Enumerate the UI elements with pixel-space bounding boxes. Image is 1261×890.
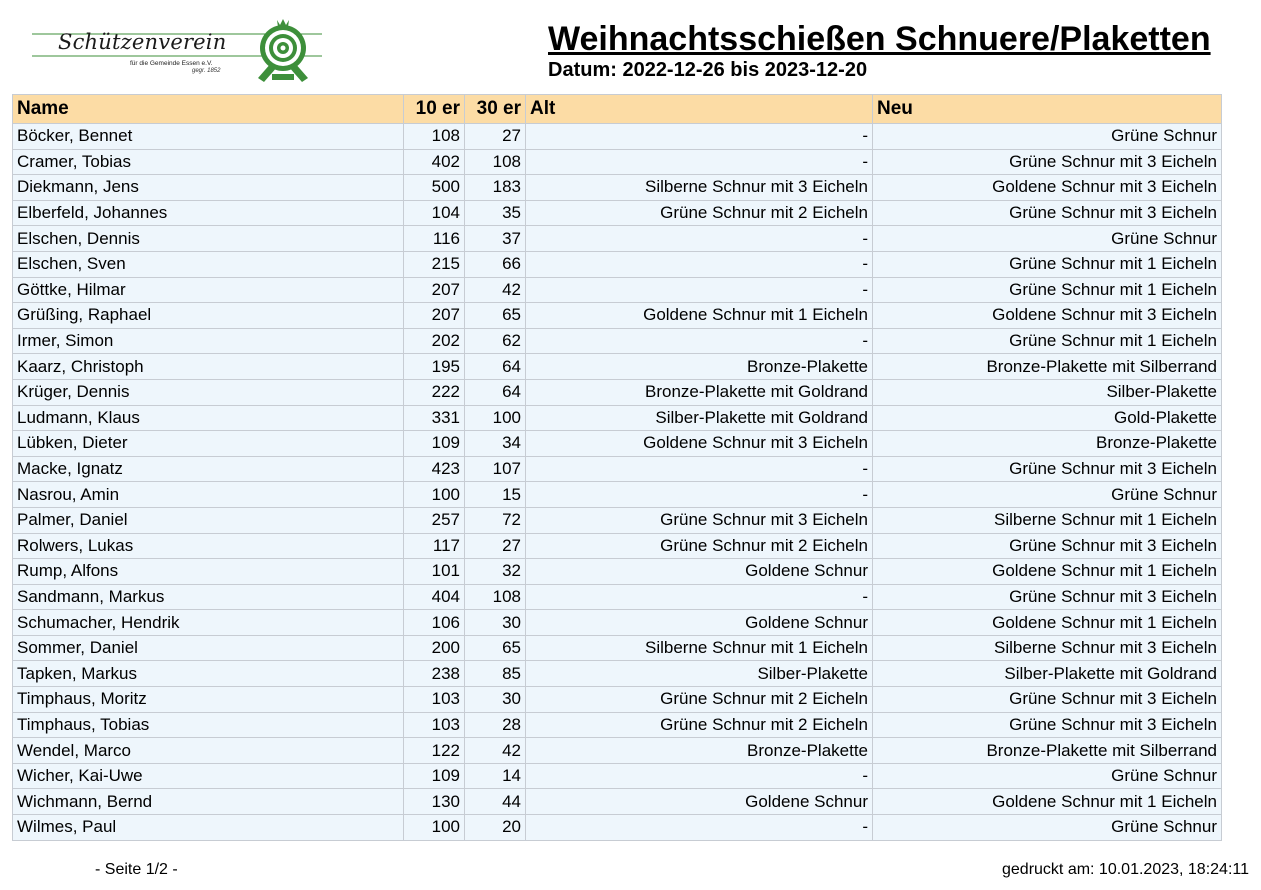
cell-30er: 15 bbox=[465, 482, 526, 508]
cell-10er: 215 bbox=[404, 251, 465, 277]
cell-10er: 117 bbox=[404, 533, 465, 559]
cell-name: Elberfeld, Johannes bbox=[13, 200, 404, 226]
table-row bbox=[13, 763, 1222, 789]
cell-neu: Grüne Schnur mit 1 Eicheln bbox=[873, 277, 1222, 303]
cell-30er: 108 bbox=[465, 584, 526, 610]
cell-name: Schumacher, Hendrik bbox=[13, 610, 404, 636]
cell-alt: Goldene Schnur bbox=[526, 610, 873, 636]
cell-name: Elschen, Sven bbox=[13, 251, 404, 277]
cell-name: Krüger, Dennis bbox=[13, 379, 404, 405]
cell-neu: Grüne Schnur mit 1 Eicheln bbox=[873, 251, 1222, 277]
cell-10er: 404 bbox=[404, 584, 465, 610]
cell-alt: Bronze-Plakette bbox=[526, 354, 873, 380]
cell-neu: Goldene Schnur mit 1 Eicheln bbox=[873, 610, 1222, 636]
cell-alt: Goldene Schnur mit 1 Eicheln bbox=[526, 303, 873, 329]
table-row bbox=[13, 251, 1222, 277]
table-header-row bbox=[13, 95, 1222, 124]
cell-name: Elschen, Dennis bbox=[13, 226, 404, 252]
cell-10er: 238 bbox=[404, 661, 465, 687]
cell-name: Macke, Ignatz bbox=[13, 456, 404, 482]
cell-10er: 122 bbox=[404, 738, 465, 764]
cell-alt: - bbox=[526, 584, 873, 610]
cell-30er: 20 bbox=[465, 815, 526, 841]
column-header-30er: 30 er bbox=[465, 95, 526, 124]
cell-alt: - bbox=[526, 815, 873, 841]
cell-alt: Goldene Schnur mit 3 Eicheln bbox=[526, 431, 873, 457]
cell-30er: 65 bbox=[465, 303, 526, 329]
cell-neu: Grüne Schnur mit 3 Eicheln bbox=[873, 456, 1222, 482]
cell-neu: Bronze-Plakette bbox=[873, 431, 1222, 457]
cell-30er: 64 bbox=[465, 379, 526, 405]
cell-10er: 200 bbox=[404, 635, 465, 661]
table-row bbox=[13, 635, 1222, 661]
cell-10er: 109 bbox=[404, 763, 465, 789]
table-row bbox=[13, 661, 1222, 687]
cell-10er: 106 bbox=[404, 610, 465, 636]
table-row bbox=[13, 584, 1222, 610]
cell-10er: 195 bbox=[404, 354, 465, 380]
cell-neu: Goldene Schnur mit 1 Eicheln bbox=[873, 559, 1222, 585]
cell-30er: 30 bbox=[465, 610, 526, 636]
cell-10er: 130 bbox=[404, 789, 465, 815]
cell-name: Irmer, Simon bbox=[13, 328, 404, 354]
cell-10er: 423 bbox=[404, 456, 465, 482]
cell-30er: 37 bbox=[465, 226, 526, 252]
cell-name: Böcker, Bennet bbox=[13, 124, 404, 150]
cell-neu: Grüne Schnur bbox=[873, 482, 1222, 508]
cell-name: Diekmann, Jens bbox=[13, 175, 404, 201]
cell-30er: 85 bbox=[465, 661, 526, 687]
cell-alt: Goldene Schnur bbox=[526, 559, 873, 585]
cell-alt: - bbox=[526, 456, 873, 482]
cell-alt: Grüne Schnur mit 2 Eicheln bbox=[526, 687, 873, 713]
cell-30er: 107 bbox=[465, 456, 526, 482]
cell-neu: Goldene Schnur mit 3 Eicheln bbox=[873, 303, 1222, 329]
cell-10er: 116 bbox=[404, 226, 465, 252]
cell-alt: - bbox=[526, 277, 873, 303]
table-row bbox=[13, 507, 1222, 533]
cell-10er: 101 bbox=[404, 559, 465, 585]
cell-neu: Bronze-Plakette mit Silberrand bbox=[873, 354, 1222, 380]
results-table bbox=[12, 94, 1222, 841]
table-row bbox=[13, 456, 1222, 482]
table-row bbox=[13, 277, 1222, 303]
cell-30er: 64 bbox=[465, 354, 526, 380]
cell-10er: 104 bbox=[404, 200, 465, 226]
table-row bbox=[13, 149, 1222, 175]
logo-subtitle: für die Gemeinde Essen e.V. bbox=[130, 60, 213, 67]
cell-30er: 44 bbox=[465, 789, 526, 815]
cell-name: Kaarz, Christoph bbox=[13, 354, 404, 380]
cell-neu: Silber-Plakette bbox=[873, 379, 1222, 405]
cell-neu: Gold-Plakette bbox=[873, 405, 1222, 431]
table-row bbox=[13, 354, 1222, 380]
cell-neu: Grüne Schnur mit 3 Eicheln bbox=[873, 584, 1222, 610]
cell-alt: Grüne Schnur mit 2 Eicheln bbox=[526, 533, 873, 559]
table-row bbox=[13, 379, 1222, 405]
cell-name: Göttke, Hilmar bbox=[13, 277, 404, 303]
page-number: - Seite 1/2 - bbox=[95, 861, 178, 878]
printed-timestamp: gedruckt am: 10.01.2023, 18:24:11 bbox=[1002, 861, 1249, 878]
cell-30er: 27 bbox=[465, 124, 526, 150]
cell-alt: - bbox=[526, 328, 873, 354]
cell-neu: Grüne Schnur mit 1 Eicheln bbox=[873, 328, 1222, 354]
table-body bbox=[13, 124, 1222, 841]
shooting-emblem-icon bbox=[244, 16, 322, 84]
cell-neu: Grüne Schnur mit 3 Eicheln bbox=[873, 712, 1222, 738]
cell-alt: - bbox=[526, 226, 873, 252]
logo-year: gegr. 1852 bbox=[192, 68, 221, 74]
cell-alt: - bbox=[526, 482, 873, 508]
cell-alt: - bbox=[526, 251, 873, 277]
table-row bbox=[13, 559, 1222, 585]
table-row bbox=[13, 431, 1222, 457]
cell-alt: Bronze-Plakette bbox=[526, 738, 873, 764]
cell-30er: 32 bbox=[465, 559, 526, 585]
cell-alt: - bbox=[526, 124, 873, 150]
cell-neu: Silberne Schnur mit 3 Eicheln bbox=[873, 635, 1222, 661]
cell-30er: 62 bbox=[465, 328, 526, 354]
table-row bbox=[13, 328, 1222, 354]
cell-30er: 28 bbox=[465, 712, 526, 738]
cell-30er: 27 bbox=[465, 533, 526, 559]
table-row bbox=[13, 303, 1222, 329]
cell-name: Timphaus, Tobias bbox=[13, 712, 404, 738]
cell-10er: 222 bbox=[404, 379, 465, 405]
cell-30er: 34 bbox=[465, 431, 526, 457]
cell-name: Wilmes, Paul bbox=[13, 815, 404, 841]
table-row bbox=[13, 124, 1222, 150]
cell-name: Grüßing, Raphael bbox=[13, 303, 404, 329]
cell-alt: - bbox=[526, 763, 873, 789]
cell-10er: 207 bbox=[404, 277, 465, 303]
cell-30er: 100 bbox=[465, 405, 526, 431]
cell-alt: Silber-Plakette mit Goldrand bbox=[526, 405, 873, 431]
club-logo bbox=[32, 16, 322, 84]
page-title: Weihnachtsschießen Schnuere/Plaketten bbox=[548, 20, 1211, 58]
table-row bbox=[13, 482, 1222, 508]
cell-10er: 202 bbox=[404, 328, 465, 354]
cell-alt: Grüne Schnur mit 3 Eicheln bbox=[526, 507, 873, 533]
cell-10er: 109 bbox=[404, 431, 465, 457]
column-header-alt: Alt bbox=[526, 95, 873, 124]
cell-neu: Grüne Schnur mit 3 Eicheln bbox=[873, 687, 1222, 713]
column-header-name: Name bbox=[13, 95, 404, 124]
cell-30er: 183 bbox=[465, 175, 526, 201]
cell-10er: 402 bbox=[404, 149, 465, 175]
table-row bbox=[13, 815, 1222, 841]
cell-10er: 257 bbox=[404, 507, 465, 533]
cell-neu: Grüne Schnur bbox=[873, 815, 1222, 841]
table-row bbox=[13, 200, 1222, 226]
cell-name: Sommer, Daniel bbox=[13, 635, 404, 661]
cell-neu: Grüne Schnur mit 3 Eicheln bbox=[873, 200, 1222, 226]
table-row bbox=[13, 405, 1222, 431]
cell-name: Timphaus, Moritz bbox=[13, 687, 404, 713]
cell-alt: Silberne Schnur mit 1 Eicheln bbox=[526, 635, 873, 661]
table-row bbox=[13, 226, 1222, 252]
cell-name: Lübken, Dieter bbox=[13, 431, 404, 457]
cell-alt: Silber-Plakette bbox=[526, 661, 873, 687]
cell-10er: 500 bbox=[404, 175, 465, 201]
cell-30er: 30 bbox=[465, 687, 526, 713]
cell-30er: 42 bbox=[465, 738, 526, 764]
cell-neu: Goldene Schnur mit 3 Eicheln bbox=[873, 175, 1222, 201]
table-row bbox=[13, 738, 1222, 764]
cell-10er: 103 bbox=[404, 712, 465, 738]
column-header-neu: Neu bbox=[873, 95, 1222, 124]
cell-neu: Grüne Schnur bbox=[873, 124, 1222, 150]
table-row bbox=[13, 175, 1222, 201]
cell-name: Palmer, Daniel bbox=[13, 507, 404, 533]
cell-alt: Grüne Schnur mit 2 Eicheln bbox=[526, 712, 873, 738]
cell-neu: Grüne Schnur bbox=[873, 763, 1222, 789]
cell-neu: Bronze-Plakette mit Silberrand bbox=[873, 738, 1222, 764]
cell-alt: Grüne Schnur mit 2 Eicheln bbox=[526, 200, 873, 226]
cell-10er: 100 bbox=[404, 815, 465, 841]
cell-neu: Silberne Schnur mit 1 Eicheln bbox=[873, 507, 1222, 533]
cell-10er: 103 bbox=[404, 687, 465, 713]
cell-alt: Goldene Schnur bbox=[526, 789, 873, 815]
cell-30er: 14 bbox=[465, 763, 526, 789]
cell-neu: Grüne Schnur mit 3 Eicheln bbox=[873, 533, 1222, 559]
table-row bbox=[13, 533, 1222, 559]
cell-neu: Grüne Schnur mit 3 Eicheln bbox=[873, 149, 1222, 175]
cell-30er: 35 bbox=[465, 200, 526, 226]
cell-neu: Goldene Schnur mit 1 Eicheln bbox=[873, 789, 1222, 815]
table-row bbox=[13, 789, 1222, 815]
cell-10er: 331 bbox=[404, 405, 465, 431]
cell-10er: 108 bbox=[404, 124, 465, 150]
cell-name: Sandmann, Markus bbox=[13, 584, 404, 610]
cell-10er: 207 bbox=[404, 303, 465, 329]
cell-30er: 108 bbox=[465, 149, 526, 175]
cell-alt: Silberne Schnur mit 3 Eicheln bbox=[526, 175, 873, 201]
cell-name: Cramer, Tobias bbox=[13, 149, 404, 175]
cell-30er: 65 bbox=[465, 635, 526, 661]
table-row bbox=[13, 610, 1222, 636]
cell-30er: 66 bbox=[465, 251, 526, 277]
cell-name: Nasrou, Amin bbox=[13, 482, 404, 508]
cell-30er: 42 bbox=[465, 277, 526, 303]
cell-30er: 72 bbox=[465, 507, 526, 533]
cell-alt: - bbox=[526, 149, 873, 175]
cell-neu: Silber-Plakette mit Goldrand bbox=[873, 661, 1222, 687]
table-row bbox=[13, 687, 1222, 713]
cell-name: Wicher, Kai-Uwe bbox=[13, 763, 404, 789]
cell-name: Tapken, Markus bbox=[13, 661, 404, 687]
cell-name: Wichmann, Bernd bbox=[13, 789, 404, 815]
cell-name: Ludmann, Klaus bbox=[13, 405, 404, 431]
cell-10er: 100 bbox=[404, 482, 465, 508]
cell-name: Rump, Alfons bbox=[13, 559, 404, 585]
cell-alt: Bronze-Plakette mit Goldrand bbox=[526, 379, 873, 405]
cell-name: Rolwers, Lukas bbox=[13, 533, 404, 559]
table-row bbox=[13, 712, 1222, 738]
date-range: Datum: 2022-12-26 bis 2023-12-20 bbox=[548, 59, 868, 81]
cell-name: Wendel, Marco bbox=[13, 738, 404, 764]
cell-neu: Grüne Schnur bbox=[873, 226, 1222, 252]
logo-name: Schützenverein bbox=[58, 30, 227, 54]
column-header-10er: 10 er bbox=[404, 95, 465, 124]
